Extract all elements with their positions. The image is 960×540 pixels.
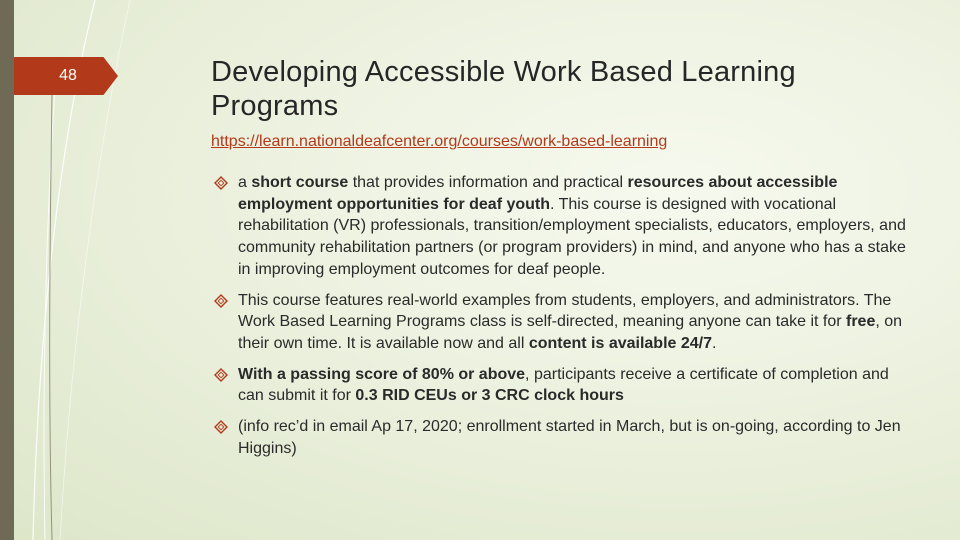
diamond-outline-icon [214,420,228,434]
bullet-text [238,418,901,457]
text-segment: that provides information and practical [348,174,628,191]
text-segment: . [712,334,717,352]
text-segment: , on their own time. It is available now and all [238,313,903,352]
slide-title: Developing Accessible Work Based Learning Programs [211,56,796,122]
bold-text-segment: With a passing score of 80% or above [238,365,526,383]
bold-text-segment: short course [251,174,349,191]
bold-text-segment: content is available 24/7 [528,334,713,352]
bold-text-segment: free [846,313,876,331]
bullet-text [238,174,906,278]
bullet-item-enrollment-info [214,416,914,459]
course-link[interactable]: https://learn.nationaldeafcenter.org/courses/work-based-learning [211,133,668,150]
text-segment: (info rec’d in email Ap 17, 2020; enrollment started in March, but is on-going, according to Jen Higgins) [238,418,901,457]
text-segment: a [238,174,252,191]
bullet-item-course-features [214,290,914,355]
bullet-text [238,366,889,405]
bold-text-segment: resources about accessible employment opportunities for deaf youth [238,174,838,213]
slide-number: 48 [59,67,77,84]
bullet-item-certificate [214,364,914,407]
diamond-outline-icon [214,294,228,308]
text-segment: . This course is designed with vocational rehabilitation (VR) professionals, transition/employment specialists, educators, employers, and community rehabilitation partners (or program providers) in mind, and anyone who has a stake in improving employment outcomes for deaf people. [238,195,906,278]
text-segment: This course features real-world examples from students, employers, and administrators. The Work Based Learning Programs class is self-directed, meaning anyone can take it for [238,291,892,331]
bullet-item-course-summary [214,172,914,281]
bullet-list [214,172,914,468]
text-segment: , participants receive a certificate of completion and can submit it for [238,365,889,405]
bullet-text [238,292,902,352]
bold-text-segment: 0.3 RID CEUs or 3 CRC clock hours [355,387,624,405]
diamond-outline-icon [214,368,228,382]
diamond-outline-icon [214,176,228,190]
